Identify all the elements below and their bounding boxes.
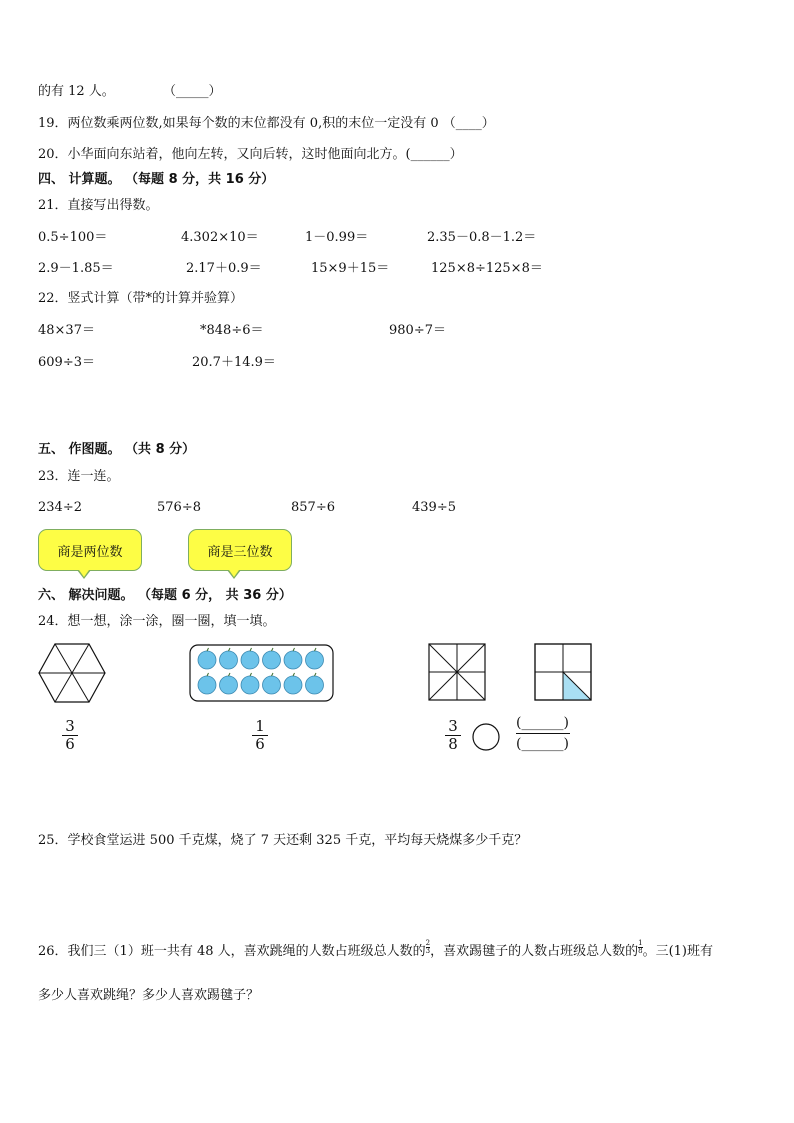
- callout-three-digit[interactable]: [188, 529, 292, 571]
- q22-item: 980÷7＝: [389, 323, 446, 338]
- q22-item: 609÷3＝: [38, 355, 95, 370]
- q23-expr: 576÷8: [157, 500, 201, 515]
- q25: 25．学校食堂运进 500 千克煤，烧了 7 天还剩 325 千克，平均每天烧煤多少千克？: [38, 833, 528, 848]
- callout-label: 商是三位数: [207, 544, 273, 560]
- q21-item: 2.35－0.8－1.2＝: [427, 230, 537, 245]
- q21-item: 0.5÷100＝: [38, 230, 108, 245]
- q21-item: 1－0.99＝: [305, 230, 369, 245]
- compare-circle[interactable]: [471, 722, 501, 752]
- fraction-2-3: $\frac{2}{3}$: [425, 939, 431, 955]
- q21-item: 2.9－1.85＝: [38, 261, 114, 276]
- section-4-title: 四、 计算题。 （每题 8 分，共 16 分）: [38, 172, 275, 187]
- fraction-3-6: 3 6: [60, 718, 80, 753]
- q21-item: 125×8÷125×8＝: [431, 261, 543, 276]
- hexagon-figure[interactable]: [38, 643, 106, 703]
- q22-item: 48×37＝: [38, 323, 95, 338]
- square-eighths-figure[interactable]: [428, 643, 486, 701]
- q19: 19．两位数乘两位数,如果每个数的末位都没有 0,积的末位一定没有 0 （____）: [38, 116, 495, 131]
- q21-title: 21．直接写出得数。: [38, 198, 159, 213]
- answer-fraction-blank[interactable]: [516, 714, 570, 753]
- q22-title: 22．竖式计算（带*的计算并验算）: [38, 291, 244, 306]
- section-6-title: 六、 解决问题。 （每题 6 分， 共 36 分）: [38, 588, 292, 603]
- fraction-1-8: $\frac{1}{8}$: [638, 939, 643, 955]
- fraction-1-6: 1 6: [250, 718, 270, 753]
- q18-tail: 的有 12 人。: [38, 84, 115, 99]
- q22-item: *848÷6＝: [200, 323, 264, 338]
- q20: 20．小华面向东站着，他向左转，又向后转，这时他面向北方。(______）: [38, 147, 463, 162]
- q23-expr: 857÷6: [291, 500, 335, 515]
- q24-title: 24．想一想，涂一涂，圈一圈，填一填。: [38, 614, 276, 629]
- q23-title: 23．连一连。: [38, 469, 120, 484]
- answer-denominator-blank[interactable]: (______): [516, 736, 569, 752]
- q23-expr: 439÷5: [412, 500, 456, 515]
- callout-two-digit[interactable]: [38, 529, 142, 571]
- q26-line1: 26．我们三（1）班一共有 48 人，喜欢跳绳的人数占班级总人数的 $\frac{2}{3}$ ，喜欢踢毽子的人数占班级总人数的 $\frac{1}{8}$ 。三(1)班有: [38, 939, 713, 959]
- q22-item: 20.7＋14.9＝: [192, 355, 276, 370]
- q21-item: 2.17＋0.9＝: [186, 261, 262, 276]
- fraction-3-8: 3 8: [443, 718, 463, 753]
- q18-blank[interactable]: （_____）: [163, 84, 222, 99]
- q21-item: 15×9＋15＝: [311, 261, 390, 276]
- square-quarters-figure[interactable]: [534, 643, 592, 701]
- q26-line2: 多少人喜欢跳绳？多少人喜欢踢毽子？: [38, 988, 260, 1003]
- section-5-title: 五、 作图题。 （共 8 分）: [38, 442, 196, 457]
- q23-expr: 234÷2: [38, 500, 82, 515]
- answer-numerator-blank[interactable]: (______): [516, 715, 569, 731]
- apple-box-figure[interactable]: [189, 644, 334, 702]
- callout-label: 商是两位数: [57, 544, 123, 560]
- q21-item: 4.302×10＝: [181, 230, 259, 245]
